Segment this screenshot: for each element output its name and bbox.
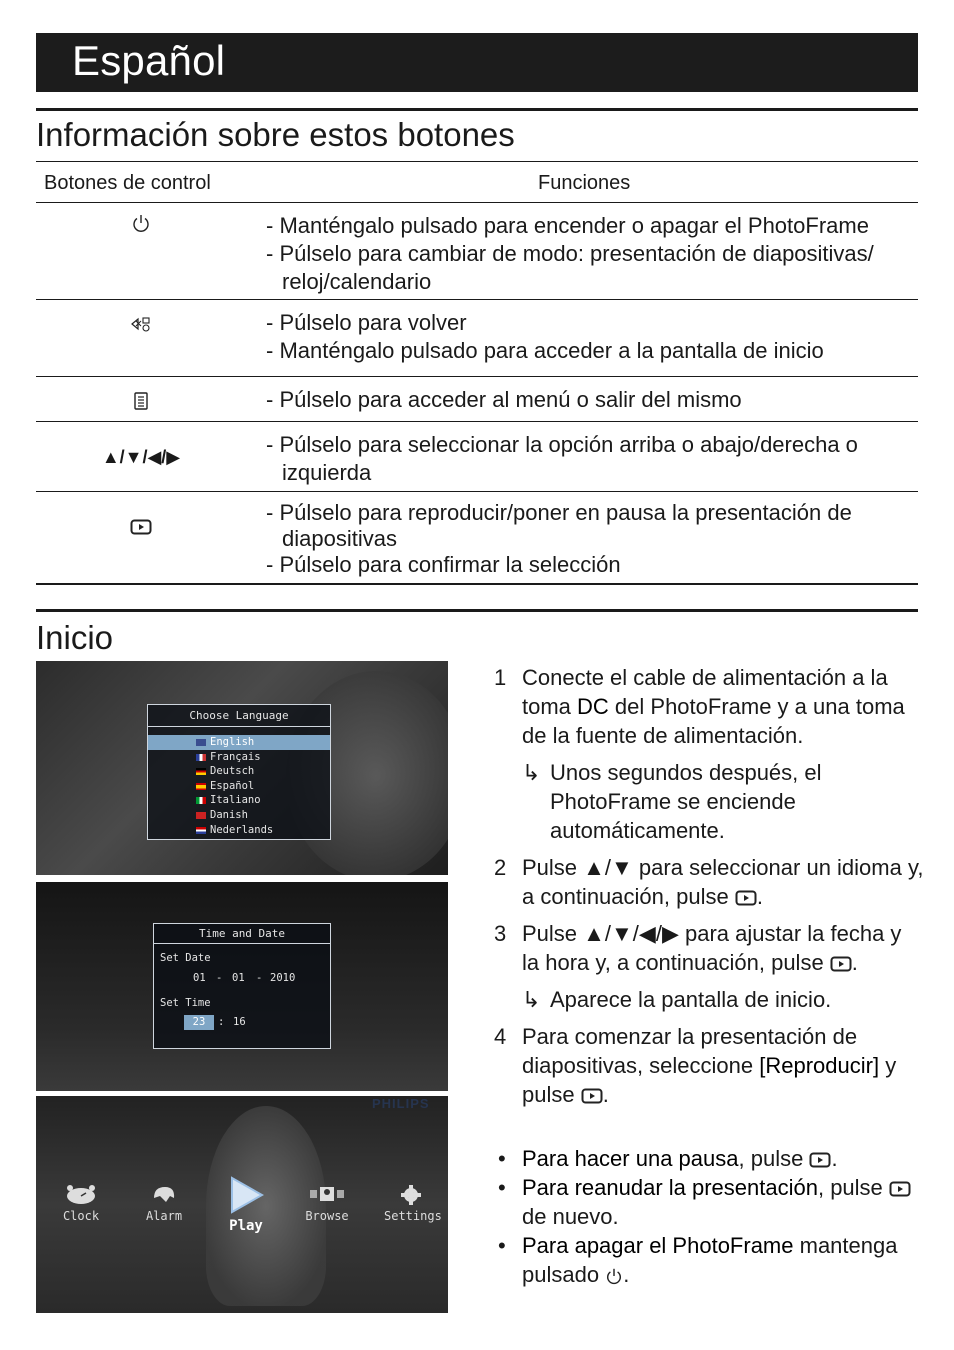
banner-title: Español [72, 37, 226, 84]
result-arrow-icon: ↳ [522, 760, 541, 785]
language-option-english[interactable] [148, 735, 330, 750]
home-settings-item[interactable] [384, 1184, 442, 1223]
language-option-german[interactable] [148, 764, 330, 779]
home-play-item[interactable] [221, 1176, 271, 1234]
home-item-label: Settings [384, 1209, 442, 1223]
step-text: y pulse [522, 1053, 897, 1107]
function-text: - Púlselo para cambiar de modo: presentación de diapositivas/ reloj/calendario [266, 241, 874, 294]
date-month-field[interactable]: 01 [232, 972, 245, 984]
function-text: - Púlselo para volver [266, 310, 467, 335]
step-text: Conecte el cable de alimentación a la toma [522, 665, 888, 719]
power-icon [36, 212, 246, 234]
tips-list [494, 1144, 924, 1289]
bullet-text: . [831, 1146, 838, 1171]
table-header-rule [36, 202, 918, 203]
list-item [494, 1144, 924, 1173]
bullet-icon: • [498, 1175, 506, 1200]
col-header-functions: Funciones [538, 172, 631, 194]
step-result [494, 758, 924, 845]
set-date-label: Set Date [160, 952, 211, 964]
language-option-french[interactable] [148, 750, 330, 765]
language-menu-title: Choose Language [148, 705, 330, 727]
language-option-italian[interactable] [148, 793, 330, 808]
step-text: . [756, 884, 763, 909]
date-day-field[interactable]: 01 [193, 972, 206, 984]
home-browse-item[interactable] [302, 1184, 352, 1223]
language-label: Nederlands [210, 823, 274, 836]
bullet-bold-text: Para hacer una pausa [522, 1146, 739, 1171]
home-alarm-item[interactable] [139, 1184, 189, 1223]
col-header-control: Botones de control [44, 172, 211, 194]
home-item-label: Clock [62, 1209, 100, 1223]
time-date-menu-title: Time and Date [154, 924, 330, 944]
home-screen-photo [36, 1096, 448, 1313]
table-top-rule [36, 161, 918, 162]
table-bottom-rule [36, 583, 918, 585]
function-text: - Manténgalo pulsado para encender o apagar el PhotoFrame [266, 213, 869, 238]
function-text: - Púlselo para confirmar la selección [266, 552, 621, 577]
bullet-text: , pulse [817, 1175, 889, 1200]
menu-icon [36, 390, 246, 412]
result-arrow-icon: ↳ [522, 987, 541, 1012]
step-item [494, 1022, 924, 1109]
list-item [494, 1173, 924, 1231]
step-number: 4 [494, 1024, 507, 1049]
language-menu [147, 704, 331, 840]
language-banner [36, 33, 918, 92]
language-label: Español [210, 779, 255, 792]
home-item-label: Play [229, 1218, 263, 1234]
date-separator: - [216, 972, 223, 984]
step-item [494, 919, 924, 977]
play-ok-icon [735, 890, 757, 906]
language-option-danish[interactable] [148, 808, 330, 823]
date-separator: - [256, 972, 263, 984]
function-text: - Manténgalo pulsado para acceder a la pantalla de inicio [266, 338, 824, 363]
back-home-icon [36, 313, 246, 335]
bullet-text: de nuevo. [522, 1204, 619, 1229]
brand-logo: PHILIPS [372, 1096, 430, 1111]
bullet-bold-text: Para reanudar la presentación [522, 1175, 818, 1200]
language-option-dutch[interactable] [148, 823, 330, 838]
step-text: Pulse ▲/▼/◀/▶ para ajustar la fecha y la hora y, a continuación, pulse [522, 921, 902, 975]
language-label: Deutsch [210, 765, 255, 778]
section-rule [36, 609, 918, 612]
bullet-text: . [623, 1262, 630, 1287]
function-text: - Púlselo para seleccionar la opción arriba o abajo/derecha o izquierda [266, 432, 858, 485]
language-label: Italiano [210, 794, 261, 807]
language-label: Français [210, 750, 261, 763]
step-result [494, 985, 924, 1014]
gear-icon [398, 1184, 424, 1206]
start-steps [494, 663, 924, 1117]
row-rule [36, 421, 918, 422]
hour-field[interactable]: 23 [184, 1015, 214, 1030]
step-text: Pulse ▲/▼ para seleccionar un idioma y, a continuación, pulse [522, 855, 924, 909]
play-ok-icon [581, 1088, 603, 1104]
browse-icon [307, 1184, 347, 1206]
step-number: 1 [494, 665, 507, 690]
row-rule [36, 299, 918, 300]
step-bold-text: DC [577, 694, 609, 719]
play-ok-icon [889, 1181, 911, 1197]
alarm-icon [150, 1184, 178, 1206]
play-ok-icon [830, 956, 852, 972]
row-rule [36, 376, 918, 377]
bullet-text: , pulse [738, 1146, 810, 1171]
language-label: Danish [210, 808, 248, 821]
play-icon [228, 1176, 264, 1214]
section-title-start: Inicio [36, 619, 114, 656]
step-number: 2 [494, 855, 507, 880]
function-text: - Púlselo para reproducir/poner en pausa la presentación de diapositivas [266, 500, 852, 551]
language-label: English [210, 736, 255, 748]
set-time-label: Set Time [160, 997, 211, 1009]
clock-icon [64, 1184, 98, 1206]
step-item [494, 663, 924, 750]
time-separator: : [218, 1016, 225, 1028]
language-option-spanish[interactable] [148, 779, 330, 794]
home-item-label: Browse [305, 1209, 349, 1223]
play-ok-icon [36, 516, 246, 538]
bullet-text: mantenga pulsado [522, 1233, 898, 1287]
result-text: Unos segundos después, el PhotoFrame se enciende automáticamente. [550, 760, 822, 843]
row-rule [36, 491, 918, 492]
time-date-screen-photo [36, 882, 448, 1091]
bullet-icon: • [498, 1233, 506, 1258]
minute-field[interactable]: 16 [233, 1016, 246, 1028]
bullet-icon: • [498, 1146, 506, 1171]
power-icon [605, 1267, 623, 1285]
date-year-field[interactable]: 2010 [270, 972, 296, 984]
section-rule [36, 108, 918, 111]
bullet-bold-text: Para apagar el PhotoFrame [522, 1233, 794, 1258]
result-text: Aparece la pantalla de inicio. [550, 987, 832, 1012]
step-text: . [602, 1082, 609, 1107]
language-screen-photo [36, 661, 448, 875]
home-item-label: Alarm [145, 1209, 183, 1223]
step-text: Para comenzar la presentación de diapositivas, seleccione [522, 1024, 858, 1078]
arrow-keys-icon: ▲/▼/◀/▶ [101, 447, 181, 467]
step-item [494, 853, 924, 911]
time-date-menu [153, 923, 331, 1049]
list-item [494, 1231, 924, 1289]
home-clock-item[interactable] [56, 1184, 106, 1223]
step-text: del PhotoFrame y a una toma de la fuente de alimentación. [522, 694, 905, 748]
play-ok-icon [809, 1152, 831, 1168]
step-bold-text: [Reproducir] [759, 1053, 880, 1078]
step-text: . [851, 950, 858, 975]
function-text: - Púlselo para acceder al menú o salir del mismo [266, 387, 742, 412]
step-number: 3 [494, 921, 507, 946]
section-title-buttons: Información sobre estos botones [36, 116, 515, 153]
